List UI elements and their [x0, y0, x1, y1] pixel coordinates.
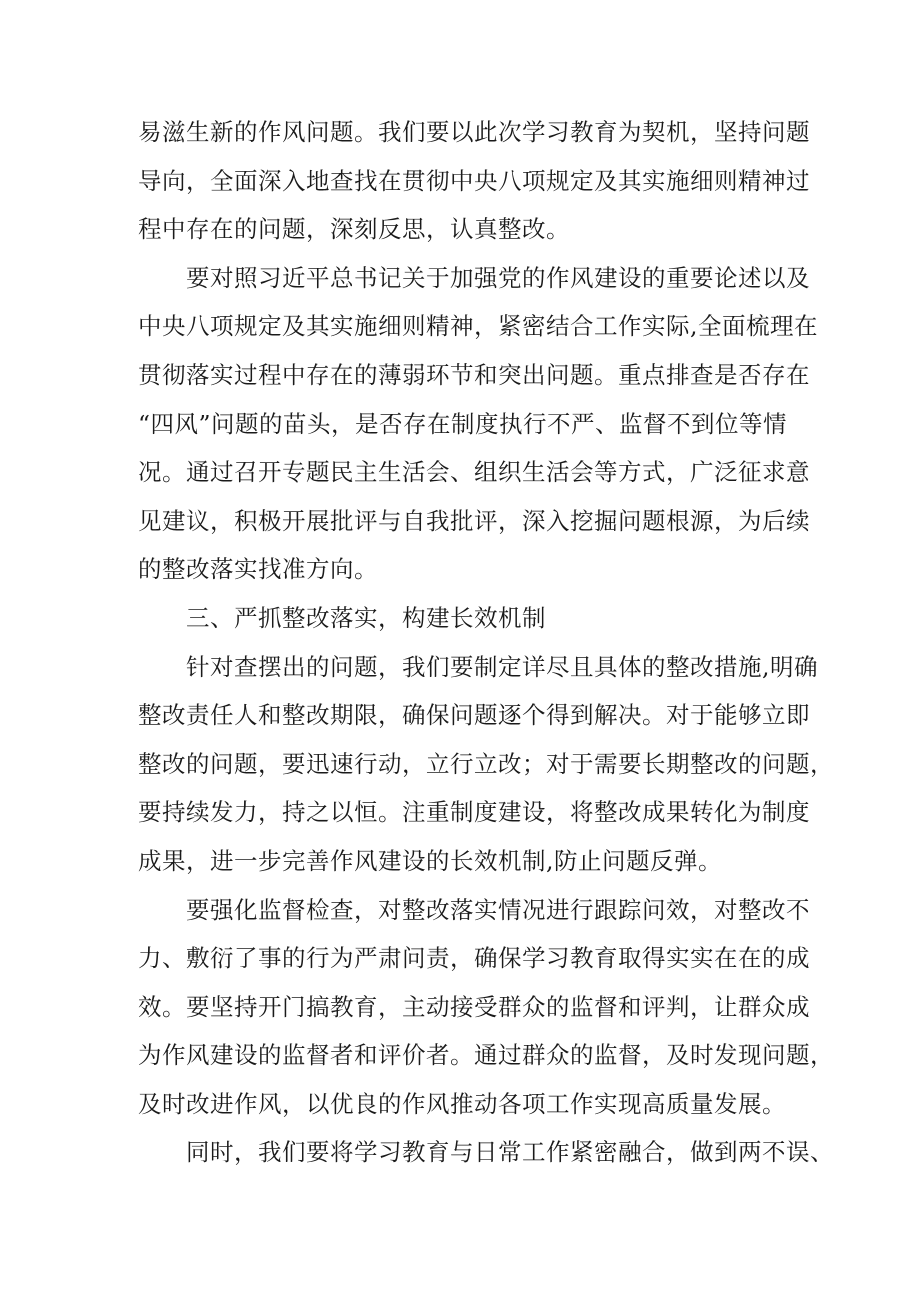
text-line: 要强化监督检查，对整改落实情况进行跟踪问效，对整改不	[186, 895, 810, 924]
text-line: 贯彻落实过程中存在的薄弱环节和突出问题。重点排查是否存在	[138, 360, 810, 389]
text-line: 易滋生新的作风问题。我们要以此次学习教育为契机，坚持问题	[138, 118, 810, 146]
text-line: 的整改落实找准方向。	[138, 555, 378, 584]
text-line: 针对查摆出的问题，我们要制定详尽且具体的整改措施,明确	[186, 652, 818, 681]
text-line: 况。通过召开专题民主生活会、组织生活会等方式，广泛征求意	[138, 458, 810, 487]
text-line: 导向，全面深入地查找在贯彻中央八项规定及其实施细则精神过	[138, 166, 810, 195]
text-line: 整改责任人和整改期限，确保问题逐个得到解决。对于能够立即	[138, 701, 810, 730]
text-line: 成果，进一步完善作风建设的长效机制,防止问题反弹。	[138, 846, 722, 875]
section-heading: 三、严抓整改落实，构建长效机制	[186, 603, 546, 632]
text-line: 中央八项规定及其实施细则精神，紧密结合工作实际,全面梳理在	[138, 312, 818, 341]
text-line: “四风”问题的苗头，是否存在制度执行不严、监督不到位等情	[138, 409, 788, 438]
text-line: 为作风建设的监督者和评价者。通过群众的监督，及时发现问题，	[138, 1041, 834, 1070]
document-body	[138, 108, 834, 1177]
text-line: 效。要坚持开门搞教育，主动接受群众的监督和评判，让群众成	[138, 992, 810, 1021]
text-line: 整改的问题，要迅速行动，立行立改；对于需要长期整改的问题，	[138, 749, 834, 778]
text-line: 同时，我们要将学习教育与日常工作紧密融合，做到两不误、	[186, 1138, 834, 1167]
text-line: 见建议，积极开展批评与自我批评，深入挖掘问题根源，为后续	[138, 506, 810, 535]
text-line: 程中存在的问题，深刻反思，认真整改。	[138, 215, 570, 244]
text-line: 要持续发力，持之以恒。注重制度建设，将整改成果转化为制度	[138, 798, 810, 827]
text-line: 力、敷衍了事的行为严肃问责，确保学习教育取得实实在在的成	[138, 944, 810, 973]
text-line: 要对照习近平总书记关于加强党的作风建设的重要论述以及	[186, 263, 810, 292]
text-line: 及时改进作风，以优良的作风推动各项工作实现高质量发展。	[138, 1089, 786, 1118]
